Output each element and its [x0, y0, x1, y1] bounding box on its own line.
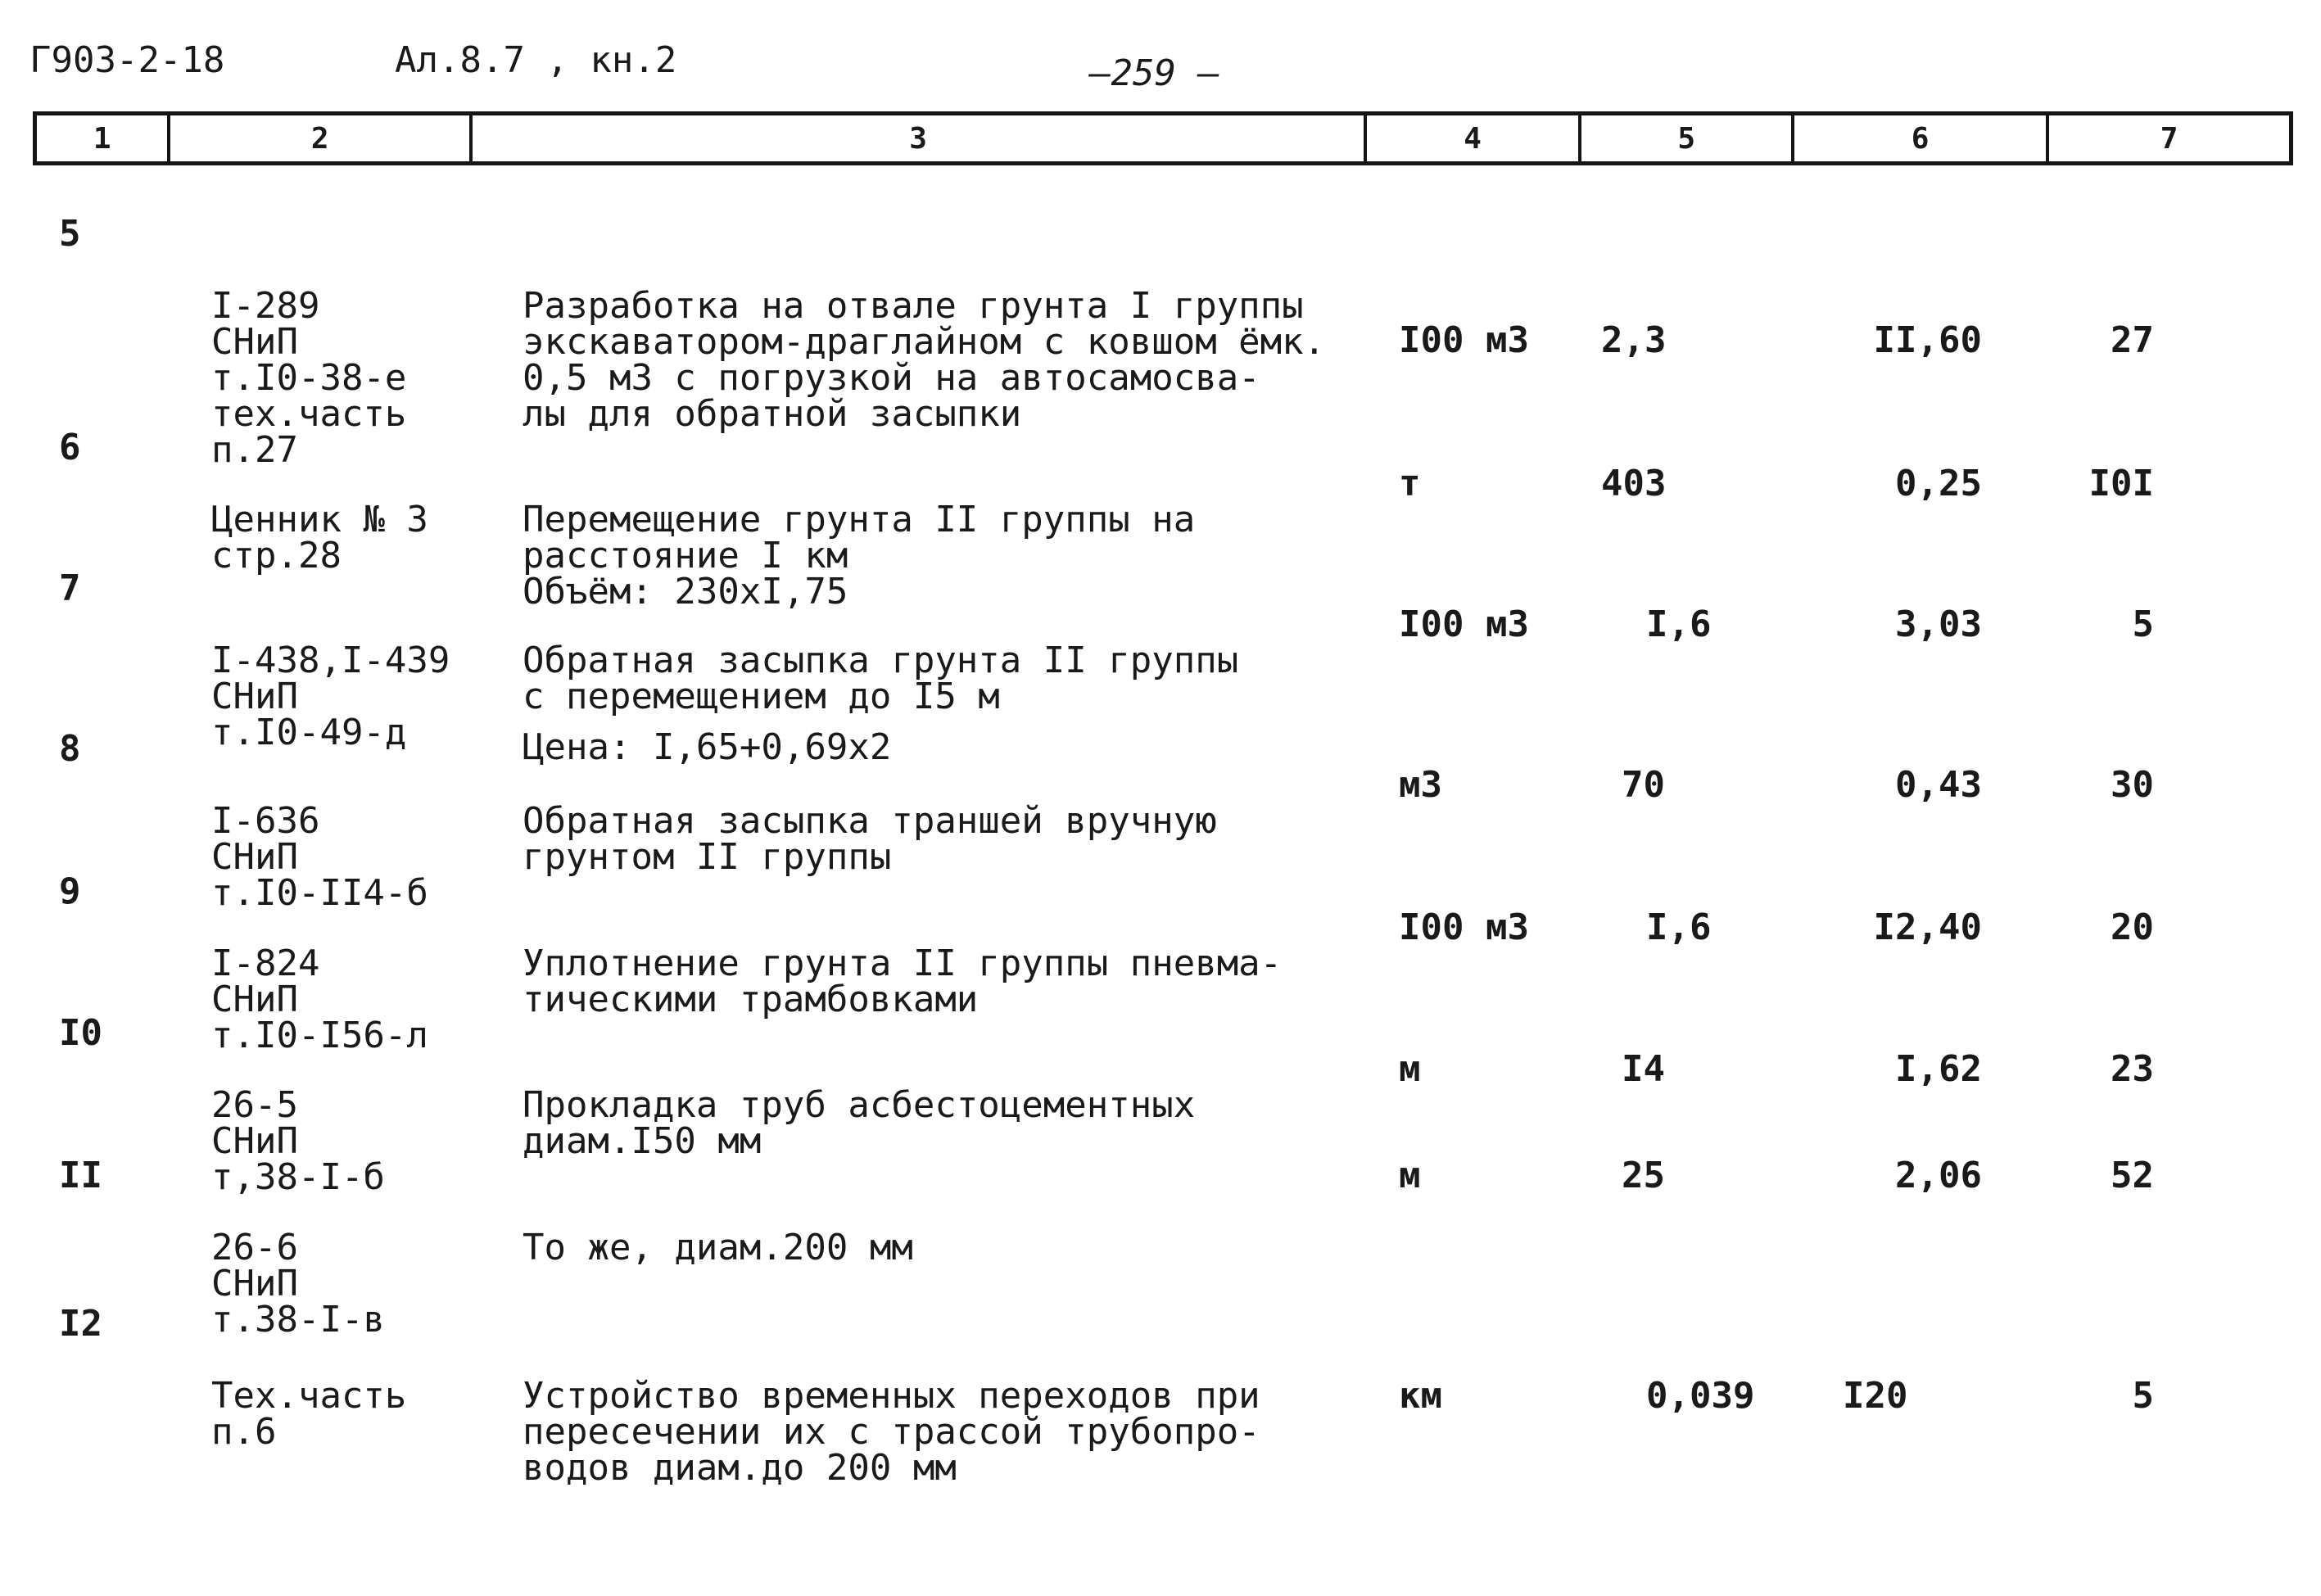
column-header-6: 6 — [1794, 115, 2049, 161]
unit: т — [1399, 463, 1421, 504]
column-header-1: 1 — [37, 115, 170, 161]
quantity: 0,039 — [1646, 1375, 1755, 1417]
column-header-7: 7 — [2160, 121, 2178, 156]
total-cost: 20 — [2111, 907, 2154, 948]
column-header-3: 3 — [473, 115, 1367, 161]
quantity: 403 — [1601, 463, 1667, 504]
work-description: Устройство временных переходов при пересечении их с трассой трубопро- водов диам.до 200 мм — [523, 1375, 1260, 1489]
quantity: 25 — [1622, 1155, 1665, 1196]
unit-price: I,62 — [1895, 1048, 1982, 1090]
unit-price: 2,06 — [1895, 1155, 1982, 1196]
row-number: I2 — [59, 1303, 102, 1345]
total-cost: 5 — [2132, 604, 2154, 645]
unit: I00 м3 — [1399, 604, 1529, 645]
unit-price: 3,03 — [1895, 604, 1982, 645]
document-code: Г903-2-18 — [29, 39, 225, 81]
total-cost: 5 — [2132, 1375, 2154, 1417]
norm-code: I-289 СНиП т.I0-38-е тех.часть п.27 — [211, 285, 407, 471]
album-reference: Ал.8.7 , кн.2 — [395, 39, 677, 81]
unit: м — [1399, 1155, 1421, 1196]
total-cost: 30 — [2111, 764, 2154, 806]
row-number: 5 — [59, 213, 81, 255]
row-number: 7 — [59, 567, 81, 609]
unit: м3 — [1399, 764, 1442, 806]
work-description: Перемещение грунта II группы на расстояние I км Объём: 230хI,75 — [523, 499, 1196, 613]
row-number: 9 — [59, 870, 81, 912]
unit: I00 м3 — [1399, 319, 1529, 361]
norm-code: Ценник № 3 стр.28 — [211, 499, 428, 576]
column-header-5: 5 — [1581, 115, 1794, 161]
row-number: 8 — [59, 728, 81, 770]
norm-code: I-824 СНиП т.I0-I56-л — [211, 943, 428, 1056]
unit-price: I20 — [1843, 1375, 1908, 1417]
total-cost: 23 — [2111, 1048, 2154, 1090]
work-description: Уплотнение грунта II группы пневма- тическими трамбовками — [523, 943, 1283, 1020]
norm-code: Тех.часть п.6 — [211, 1375, 407, 1453]
norm-code: I-438,I-439 СНиП т.I0-49-д — [211, 640, 450, 753]
unit-price: I2,40 — [1873, 907, 1982, 948]
column-header-4: 4 — [1367, 115, 1581, 161]
work-description: Обратная засыпка траншей вручную грунтом II группы — [523, 800, 1217, 878]
column-header-row — [33, 111, 2293, 165]
work-description: Разработка на отвале грунта I группы экскаватором-драглайном с ковшом ёмк. 0,5 м3 с погрузкой на автосамосва- лы для обратной засыпки — [523, 285, 1326, 435]
unit: I00 м3 — [1399, 907, 1529, 948]
total-cost: 52 — [2111, 1155, 2154, 1196]
row-number: II — [59, 1155, 102, 1196]
quantity: 2,3 — [1601, 319, 1667, 361]
work-description: То же, диам.200 мм — [523, 1227, 913, 1268]
unit-price: II,60 — [1873, 319, 1982, 361]
column-header-2: 2 — [170, 115, 473, 161]
quantity: I,6 — [1646, 907, 1712, 948]
total-cost: 27 — [2111, 319, 2154, 361]
quantity: 70 — [1622, 764, 1665, 806]
unit-price: 0,25 — [1895, 463, 1982, 504]
unit-price: 0,43 — [1895, 764, 1982, 806]
unit: м — [1399, 1048, 1421, 1090]
work-description: Обратная засыпка грунта II группы с перемещением до I5 м Цена: I,65+0,69х2 — [523, 640, 1239, 768]
row-number: 6 — [59, 427, 81, 468]
page-number: —259 — — [1089, 52, 1219, 94]
work-description: Прокладка труб асбестоцементных диам.I50 мм — [523, 1084, 1196, 1162]
norm-code: 26-6 СНиП т.38-I-в — [211, 1227, 385, 1341]
quantity: I,6 — [1646, 604, 1712, 645]
unit: км — [1399, 1375, 1442, 1417]
total-cost: I0I — [2088, 463, 2154, 504]
row-number: I0 — [59, 1012, 102, 1054]
norm-code: 26-5 СНиП т,38-I-б — [211, 1084, 385, 1198]
quantity: I4 — [1622, 1048, 1665, 1090]
norm-code: I-636 СНиП т.I0-II4-б — [211, 800, 428, 914]
